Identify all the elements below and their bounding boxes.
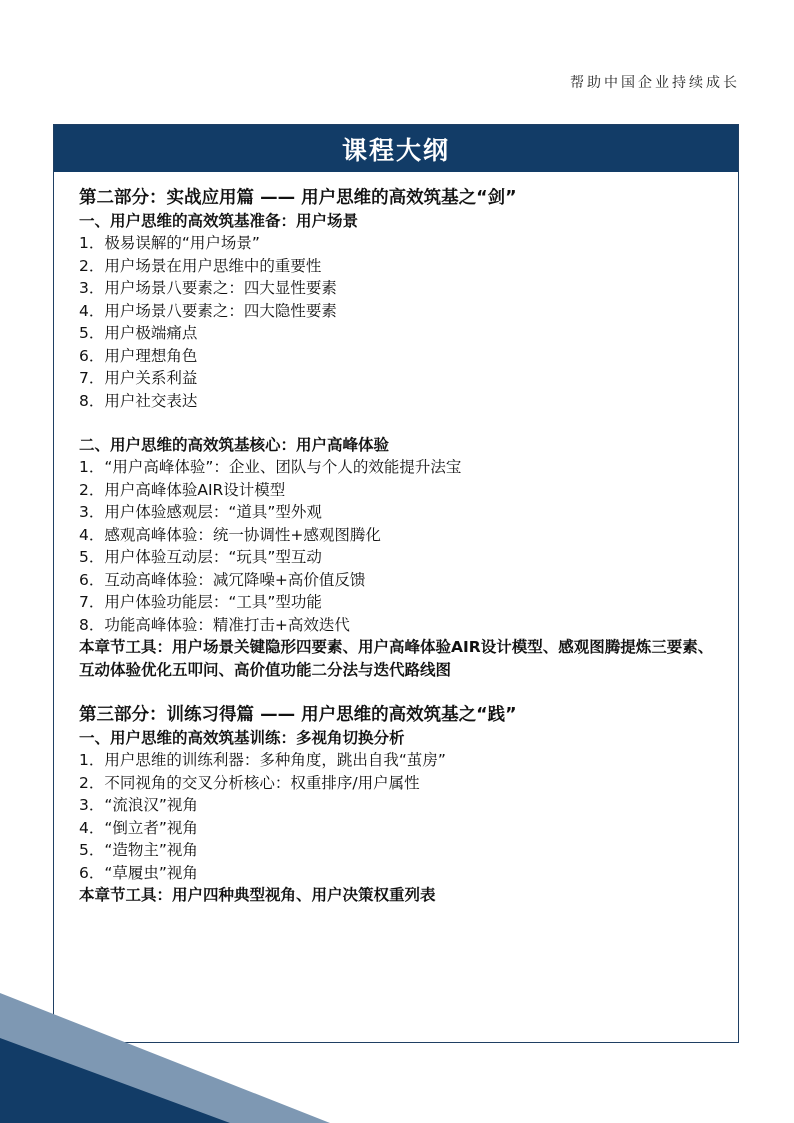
spacer [79,412,716,434]
chapter-tools: 本章节工具：用户四种典型视角、用户决策权重列表 [79,886,436,904]
list-item: 8．功能高峰体验：精准打击+高效迭代 [79,615,350,634]
list-item: 2．用户高峰体验AIR设计模型 [79,480,286,499]
part-title: 第三部分：训练习得篇 —— 用户思维的高效筑基之“践” [79,705,517,725]
list-item: 2．不同视角的交叉分析核心：权重排序/用户属性 [79,773,420,792]
section-title: 一、用户思维的高效筑基准备：用户场景 [79,212,359,230]
section-title: 二、用户思维的高效筑基核心：用户高峰体验 [79,436,390,454]
list-item: 8．用户社交表达 [79,391,198,410]
outline-title-bar [54,125,738,172]
list-item: 3．用户场景八要素之：四大显性要素 [79,279,337,297]
list-item: 6．用户理想角色 [79,346,198,365]
list-item: 2．用户场景在用户思维中的重要性 [79,256,322,275]
list-item: 3．“流浪汉”视角 [79,796,198,814]
list-item: 4．“倒立者”视角 [79,818,198,837]
list-item: 1．用户思维的训练利器：多种角度，跳出自我“茧房” [79,751,446,769]
outline-content [54,172,738,907]
section-title: 一、用户思维的高效筑基训练：多视角切换分析 [79,729,405,747]
list-item: 4．用户场景八要素之：四大隐性要素 [79,301,337,320]
stripe-dark [0,1038,230,1123]
list-item: 5．用户极端痛点 [79,324,198,342]
list-item: 7．用户关系利益 [79,369,198,387]
list-item: 5．用户体验互动层：“玩具”型互动 [79,548,322,566]
list-item: 7．用户体验功能层：“工具”型功能 [79,593,322,611]
outline-title: 课程大纲 [341,135,450,165]
list-item: 1．“用户高峰体验”：企业、团队与个人的效能提升法宝 [79,458,462,476]
list-item: 6．“草履虫”视角 [79,863,198,882]
spacer [79,681,716,703]
list-item: 1．极易误解的“用户场景” [79,234,260,252]
list-item: 6．互动高峰体验：减冗降噪+高价值反馈 [79,570,366,589]
list-item: 4．感观高峰体验：统一协调性+感观图腾化 [79,525,381,544]
chapter-tools: 本章节工具：用户场景关键隐形四要素、用户高峰体验AIR设计模型、感观图腾提炼三要素、互动体验优化五叩问、高价值功能二分法与迭代路线图 [79,638,714,679]
company-tagline: 帮助中国企业持续成长 [570,75,740,91]
part-title: 第二部分：实战应用篇 —— 用户思维的高效筑基之“剑” [79,188,517,208]
course-outline-frame [53,124,739,1043]
list-item: 3．用户体验感观层：“道具”型外观 [79,503,322,521]
list-item: 5．“造物主”视角 [79,841,198,859]
